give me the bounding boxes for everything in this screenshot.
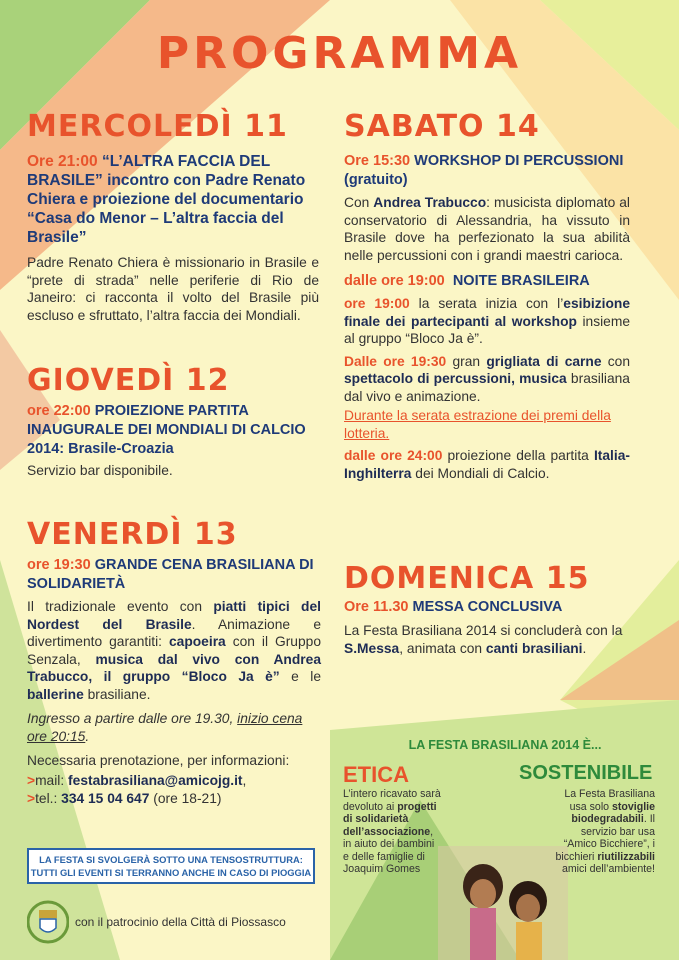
event-title: MESSA CONCLUSIVA — [412, 599, 563, 615]
booking-info: Necessaria prenotazione, per informazioni: — [27, 753, 290, 768]
event-description — [344, 447, 630, 482]
text: e le — [279, 669, 321, 684]
event-time: Ore 11.30 — [344, 599, 409, 615]
event-time: ore 19:30 — [27, 557, 91, 573]
event-title: “L’ALTRA FACCIA DEL BRASILE” incontro con Padre Renato Chiera e proiezione del documentario “Casa do Menor – L’altra faccia del Brasile” — [27, 153, 306, 246]
event-description — [344, 353, 630, 406]
patronage-text: con il patrocinio della Città di Piossasco — [75, 915, 286, 929]
section-venerdi — [27, 518, 321, 808]
day-heading: SABATO 14 — [344, 109, 540, 144]
text-bold: S.Messa — [344, 640, 400, 656]
text-bold: musica dal vivo con Andrea Trabucco, il gruppo “Bloco Ja è” — [27, 651, 321, 684]
entry-info — [27, 710, 321, 745]
festa-heading: LA FESTA BRASILIANA 2014 È... — [408, 738, 602, 752]
event-headline — [344, 598, 630, 617]
sub-event-time: dalle ore 19:00 — [344, 273, 445, 289]
contact-mail — [27, 772, 321, 790]
text: con — [601, 353, 631, 369]
text-bold: grigliata di carne — [486, 353, 602, 369]
text: , animata con — [399, 640, 486, 656]
event-time: ore 22:00 — [27, 403, 91, 419]
text-bold: ballerine — [27, 686, 84, 702]
arrow-right-icon: > — [27, 772, 36, 788]
text-bold: progetti di solidarietà dell’associazione — [343, 800, 437, 838]
text: . Il servizio bar usa “Amico Bicchiere”, i bicchieri — [555, 813, 655, 863]
text-time: ore 19:00 — [344, 296, 410, 311]
text-time: dalle ore 24:00 — [344, 448, 443, 463]
section-domenica — [344, 562, 630, 657]
event-title: WORKSHOP DI PERCUSSIONI (gratuito) — [344, 153, 624, 188]
text-time: Dalle ore 19:30 — [344, 353, 447, 369]
notice-line: TUTTI GLI EVENTI SI TERRANNO ANCHE IN CASO DI PIOGGIA — [30, 867, 312, 878]
event-time: Ore 21:00 — [27, 153, 98, 170]
text: dei Mondiali di Calcio. — [411, 465, 550, 481]
event-title: PROIEZIONE PARTITA INAUGURALE DEI MONDIALI DI CALCIO 2014: Brasile-Croazia — [27, 403, 306, 457]
text-bold: canti brasiliani — [485, 640, 583, 656]
day-heading: MERCOLEDÌ 11 — [27, 109, 288, 144]
event-description: Servizio bar disponibile. — [27, 463, 173, 478]
text: . — [85, 728, 90, 744]
mail-link[interactable]: festabrasiliana@amicojg.it — [68, 772, 243, 788]
text: . — [582, 640, 587, 656]
sostenibile-heading: SOSTENIBILE — [519, 762, 653, 784]
arrow-right-icon: > — [27, 791, 36, 806]
text: . Animazione e divertimento garantiti: — [27, 616, 321, 649]
text: con il Gruppo Senzala, — [27, 634, 321, 667]
text: proiezione della partita — [442, 448, 594, 463]
text: La Festa Brasiliana usa solo — [564, 788, 655, 813]
sub-event-title: NOITE BRASILEIRA — [452, 273, 590, 289]
text-bold: piatti tipici del Nordest del Brasile — [27, 599, 321, 632]
event-description — [344, 194, 630, 264]
text-bold: riutilizzabili — [597, 850, 655, 863]
page-title: PROGRAMMA — [156, 28, 523, 79]
text-bold: esibizione finale dei partecipanti al workshop — [344, 296, 630, 329]
event-description — [344, 295, 630, 348]
notice-line: LA FESTA SI SVOLGERÀ SOTTO UNA TENSOSTRUTTURA: — [39, 854, 303, 865]
lottery-link[interactable]: Durante la serata estrazione dei premi della lotteria. — [344, 408, 611, 441]
event-description — [344, 622, 630, 657]
event-description — [27, 598, 321, 703]
text: la serata inizia con l’ — [409, 296, 564, 311]
text-bold: capoeira — [168, 634, 226, 649]
section-mercoledi — [27, 110, 319, 324]
sub-event-headline — [344, 272, 630, 291]
text: Il tradizionale evento con — [27, 599, 214, 614]
text: brasiliana dal vivo e animazione. — [344, 371, 630, 404]
sostenibile-text — [545, 788, 655, 876]
text-bold: spettacolo di percussioni, musica — [344, 371, 567, 386]
text-bold: stoviglie biodegradabili — [571, 800, 655, 825]
event-description: Padre Renato Chiera è missionario in Brasile e “prete di strada” nelle periferie di Rio de Janeiro: ci racconta il volto del Brasile più escluso e sfruttato, l’altra faccia dei Mondiali. — [27, 255, 319, 323]
event-headline — [344, 152, 630, 190]
event-time: Ore 15:30 — [344, 153, 411, 169]
day-heading: GIOVEDÌ 12 — [27, 363, 230, 398]
text: Con — [344, 195, 374, 210]
contact-tel — [27, 790, 321, 808]
day-heading: DOMENICA 15 — [344, 561, 590, 596]
text: : musicista diplomato al conservatorio di Alessandria, ha vissuto in Brasile dove ha perfezionato la sua abilità nelle percussioni con i grandi maestri carioca. — [344, 195, 630, 263]
etica-heading: ETICA — [343, 762, 409, 787]
text: , — [242, 772, 247, 788]
text-underline: inizio cena ore 20:15 — [27, 711, 303, 744]
text: brasiliane. — [83, 686, 151, 702]
text-bold: Andrea Trabucco — [373, 195, 487, 210]
section-sabato — [344, 110, 630, 482]
text: Ingresso a partire dalle ore 19.30, — [27, 711, 238, 726]
text: L’intero ricavato sarà devoluto ai — [343, 788, 441, 813]
text: La Festa Brasiliana 2014 si concluderà con la — [344, 623, 623, 638]
rain-notice — [27, 848, 315, 884]
text: insieme al gruppo “Bloco Ja è”. — [344, 313, 631, 346]
event-headline — [27, 402, 319, 459]
event-headline — [27, 152, 319, 247]
event-headline — [27, 556, 321, 594]
mail-label: mail: — [35, 772, 65, 788]
tel-link[interactable]: 334 15 04 647 — [61, 791, 150, 806]
tel-label: tel.: — [35, 791, 58, 806]
text: gran — [446, 353, 487, 369]
town-crest-logo — [27, 900, 69, 944]
text: amici dell’ambiente! — [561, 863, 655, 875]
text-bold: Italia-Inghilterra — [344, 448, 630, 481]
tel-hours: (ore 18-21) — [153, 791, 222, 806]
event-title: GRANDE CENA BRASILIANA DI SOLIDARIETÀ — [27, 557, 314, 592]
etica-text — [343, 788, 443, 876]
text: , in aiuto dei bambini e delle famiglie di Joaquim Gomes — [343, 825, 435, 875]
section-giovedi — [27, 364, 319, 480]
day-heading: VENERDÌ 13 — [27, 517, 238, 552]
